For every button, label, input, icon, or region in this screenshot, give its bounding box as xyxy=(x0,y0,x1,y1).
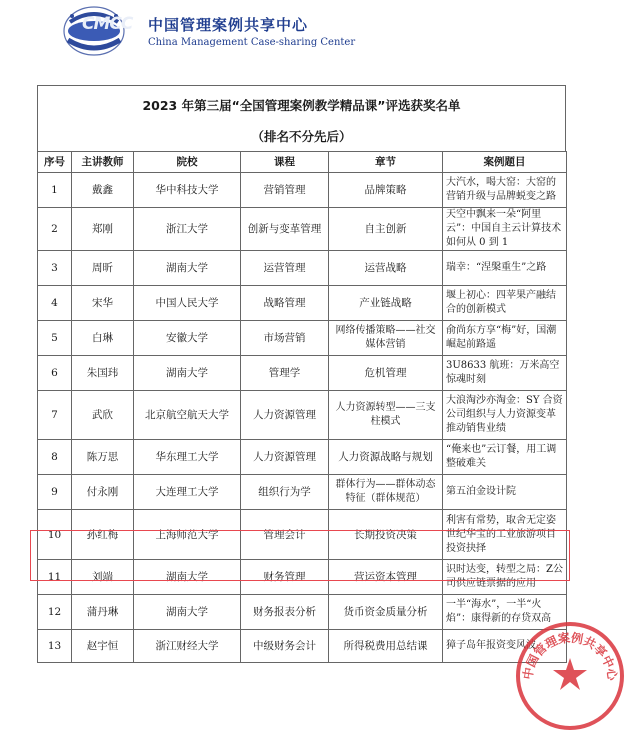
row-course: 财务管理 xyxy=(241,560,329,595)
column-header-chapter: 章节 xyxy=(329,152,443,173)
row-case: 大汽水，喝大窑：大窑的营销升级与品牌蜕变之路 xyxy=(443,173,567,208)
row-course: 管理会计 xyxy=(241,510,329,560)
row-chapter: 运营战略 xyxy=(329,251,443,286)
table-row xyxy=(38,208,567,251)
row-teacher: 赵宇恒 xyxy=(72,630,134,663)
row-course: 营销管理 xyxy=(241,173,329,208)
row-school: 中国人民大学 xyxy=(134,286,241,321)
row-school: 湖南大学 xyxy=(134,356,241,391)
row-school: 华东理工大学 xyxy=(134,440,241,475)
logo-text: CMCC xyxy=(82,14,133,34)
row-teacher: 周昕 xyxy=(72,251,134,286)
table-header-row xyxy=(38,152,567,173)
row-school: 大连理工大学 xyxy=(134,475,241,510)
table-row xyxy=(38,475,567,510)
row-chapter: 品牌策略 xyxy=(329,173,443,208)
row-chapter: 长期投资决策 xyxy=(329,510,443,560)
row-course: 创新与变革管理 xyxy=(241,208,329,251)
row-case: 大浪淘沙亦淘金：SY 合资公司组织与人力资源变革推动销售业绩 xyxy=(443,391,567,440)
table-row xyxy=(38,286,567,321)
row-no: 5 xyxy=(38,321,72,356)
row-chapter: 所得税费用总结课 xyxy=(329,630,443,663)
row-chapter: 营运资本管理 xyxy=(329,560,443,595)
row-course: 财务报表分析 xyxy=(241,595,329,630)
table-row xyxy=(38,595,567,630)
row-no: 11 xyxy=(38,560,72,595)
table-row xyxy=(38,440,567,475)
row-course: 市场营销 xyxy=(241,321,329,356)
row-teacher: 武欣 xyxy=(72,391,134,440)
row-no: 2 xyxy=(38,208,72,251)
row-no: 4 xyxy=(38,286,72,321)
column-header-course: 课程 xyxy=(241,152,329,173)
row-case: 一半“海水”，一半“火焰”：康得新的存贷双高 xyxy=(443,595,567,630)
award-table xyxy=(37,151,567,663)
row-school: 浙江财经大学 xyxy=(134,630,241,663)
row-chapter: 产业链战略 xyxy=(329,286,443,321)
row-school: 湖南大学 xyxy=(134,251,241,286)
table-row xyxy=(38,251,567,286)
row-case: 识时达变，转型之局：Z公司供应链票据的应用 xyxy=(443,560,567,595)
row-teacher: 郑刚 xyxy=(72,208,134,251)
row-course: 战略管理 xyxy=(241,286,329,321)
row-chapter: 货币资金质量分析 xyxy=(329,595,443,630)
row-case: 堰上初心：四苹果产融结合的创新模式 xyxy=(443,286,567,321)
row-teacher: 蒲丹琳 xyxy=(72,595,134,630)
row-no: 12 xyxy=(38,595,72,630)
row-case: 利害有常势，取舍无定姿世纪华宝的工业旅游项目投资抉择 xyxy=(443,510,567,560)
row-course: 人力资源管理 xyxy=(241,391,329,440)
table-row xyxy=(38,560,567,595)
row-teacher: 付永刚 xyxy=(72,475,134,510)
row-chapter: 自主创新 xyxy=(329,208,443,251)
table-row xyxy=(38,321,567,356)
row-case: 瑞幸：“涅槃重生”之路 xyxy=(443,251,567,286)
table-row xyxy=(38,356,567,391)
table-row xyxy=(38,630,567,663)
document-subtitle: （排名不分先后） xyxy=(251,129,352,144)
table-row xyxy=(38,173,567,208)
column-header-teacher: 主讲教师 xyxy=(72,152,134,173)
column-header-case: 案例题目 xyxy=(443,152,567,173)
row-no: 8 xyxy=(38,440,72,475)
column-header-school: 院校 xyxy=(134,152,241,173)
row-school: 安徽大学 xyxy=(134,321,241,356)
row-school: 华中科技大学 xyxy=(134,173,241,208)
row-chapter: 人力资源转型——三支柱模式 xyxy=(329,391,443,440)
row-case: 天空中飘来一朵“阿里云”：中国自主云计算技术如何从 0 到 1 xyxy=(443,208,567,251)
row-course: 组织行为学 xyxy=(241,475,329,510)
row-chapter: 人力资源战略与规划 xyxy=(329,440,443,475)
row-teacher: 朱国玮 xyxy=(72,356,134,391)
row-school: 浙江大学 xyxy=(134,208,241,251)
column-header-no: 序号 xyxy=(38,152,72,173)
row-no: 9 xyxy=(38,475,72,510)
row-case: 3U8633 航班：万米高空惊魂时刻 xyxy=(443,356,567,391)
row-course: 中级财务会计 xyxy=(241,630,329,663)
title-box xyxy=(37,85,566,151)
row-no: 7 xyxy=(38,391,72,440)
award-list xyxy=(37,85,566,663)
row-school: 湖南大学 xyxy=(134,560,241,595)
row-case: “俺来也”云订餐，用工调整破难关 xyxy=(443,440,567,475)
row-course: 人力资源管理 xyxy=(241,440,329,475)
org-name-en: China Management Case-sharing Center xyxy=(148,37,356,48)
row-case: 俞尚东方享“梅”好，国潮崛起前路遥 xyxy=(443,321,567,356)
row-teacher: 戴鑫 xyxy=(72,173,134,208)
row-school: 上海师范大学 xyxy=(134,510,241,560)
seal-text: 中国管理案例共享中心 xyxy=(520,630,620,682)
row-no: 10 xyxy=(38,510,72,560)
row-chapter: 网络传播策略——社交媒体营销 xyxy=(329,321,443,356)
document-title: 2023 年第三届“全国管理案例教学精品课”评选获奖名单 xyxy=(142,98,461,113)
row-no: 3 xyxy=(38,251,72,286)
row-teacher: 孙红梅 xyxy=(72,510,134,560)
row-teacher: 白琳 xyxy=(72,321,134,356)
row-teacher: 宋华 xyxy=(72,286,134,321)
row-chapter: 群体行为——群体动态特征（群体规范） xyxy=(329,475,443,510)
row-no: 1 xyxy=(38,173,72,208)
org-name-cn: 中国管理案例共享中心 xyxy=(148,16,309,34)
row-teacher: 陈万思 xyxy=(72,440,134,475)
row-school: 北京航空航天大学 xyxy=(134,391,241,440)
row-no: 13 xyxy=(38,630,72,663)
table-row xyxy=(38,391,567,440)
row-no: 6 xyxy=(38,356,72,391)
row-case: 第五泊金设计院 xyxy=(443,475,567,510)
row-case: 獐子岛年报资变风波 xyxy=(443,630,567,663)
row-teacher: 刘端 xyxy=(72,560,134,595)
official-seal-icon xyxy=(510,616,628,734)
row-school: 湖南大学 xyxy=(134,595,241,630)
page-header xyxy=(56,4,356,58)
row-course: 管理学 xyxy=(241,356,329,391)
table-row xyxy=(38,510,567,560)
row-course: 运营管理 xyxy=(241,251,329,286)
row-chapter: 危机管理 xyxy=(329,356,443,391)
